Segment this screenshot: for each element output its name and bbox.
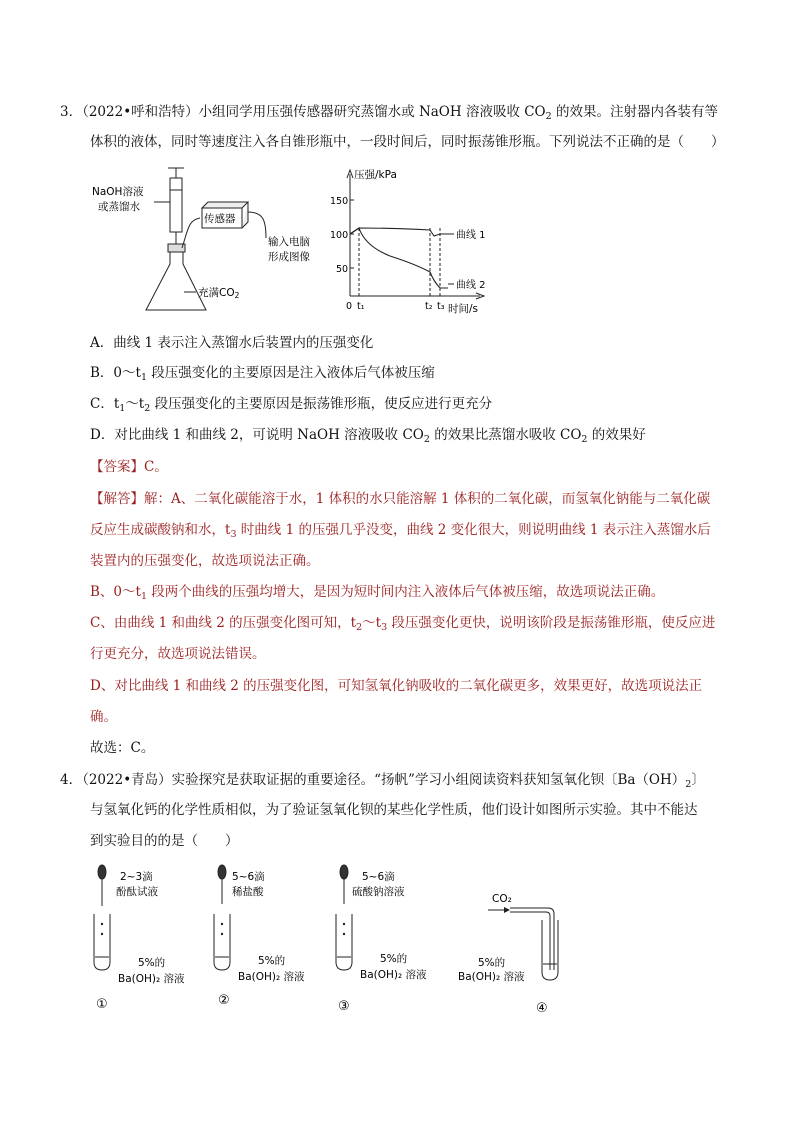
curve-1-line — [350, 228, 448, 236]
q3-option-a: A．曲线 1 表示注入蒸馏水后装置内的压强变化 — [90, 335, 374, 351]
x-tick-t1: t₁ — [357, 301, 365, 312]
computer-label-2: 形成图像 — [268, 251, 310, 263]
y-tick-50: 50 — [336, 264, 349, 275]
tube-4-concentration: 5%的 — [478, 957, 506, 969]
tube-1-drop-amount: 2~3滴 — [120, 871, 153, 883]
q3-explanation-2: 反应生成碳酸钠和水，$t_3$ 时曲线 1 的压强几乎没变，曲线 2 变化很大，则说明曲线 1 表示注入蒸馏水后 — [90, 522, 711, 540]
dropper-icon — [340, 865, 348, 904]
tube-4-gas-label: CO₂ — [492, 893, 512, 905]
q4-experiment-figure — [80, 860, 580, 1020]
computer-label-1: 输入电脑 — [268, 236, 310, 248]
tube-3-concentration: 5%的 — [380, 953, 408, 965]
tube-1-concentration: 5%的 — [138, 957, 166, 969]
curve-2-line — [350, 228, 448, 288]
q3-explanation-5: C、由曲线 1 和曲线 2 的压强变化图可知，$t_2\sim t_3$ 段压强变化更快，说明该阶段是振荡锥形瓶，使反应进 — [90, 615, 716, 633]
syringe-label-2: 或蒸馏水 — [98, 201, 140, 213]
q3-answer: 【答案】C。 — [90, 459, 168, 475]
tube-3-solution: Ba(OH)₂ 溶液 — [360, 969, 427, 981]
tube-1-solution: Ba(OH)₂ 溶液 — [118, 973, 185, 985]
q3-explanation-4: B、$0\sim t_1$ 段两个曲线的压强均增大，是因为短时间内注入液体后气体被压缩，故选项说法正确。 — [90, 584, 665, 602]
tube-3-number: ③ — [338, 999, 350, 1014]
experiment-1 — [94, 865, 185, 1012]
y-tick-100: 100 — [330, 230, 349, 241]
tube-2-number: ② — [218, 993, 230, 1008]
tube-1-number: ① — [96, 997, 108, 1012]
sensor-wire — [248, 212, 266, 238]
gas-delivery-tube — [510, 908, 554, 970]
q3-option-b: B．$0\sim t_1$ 段压强变化的主要原因是注入液体后气体被压缩 — [90, 365, 435, 383]
tube-1-reagent: 酚酞试液 — [116, 886, 158, 898]
q3-apparatus-figure — [88, 160, 328, 316]
dropper-icon — [218, 865, 226, 904]
test-tube — [94, 914, 110, 970]
x-tick-t2: t₂ — [425, 301, 433, 312]
q3-option-d: D．对比曲线 1 和曲线 2，可说明 NaOH 溶液吸收 $CO_2$ 的效果比蒸馏水吸收 $CO_2$ 的效果好 — [90, 427, 646, 445]
syringe — [168, 168, 184, 246]
experiment-4 — [458, 893, 558, 1016]
q3-explanation-8: 确。 — [90, 709, 117, 725]
test-tube — [336, 914, 352, 970]
q3-stem-line2: 体积的液体，同时等速度注入各自锥形瓶中，一段时间后，同时振荡锥形瓶。下列说法不正确的是（ ） — [90, 134, 725, 150]
q4-stem-line2: 与氢氧化钙的化学性质相似，为了验证氢氧化钡的某些化学性质，他们设计如图所示实验。其中不能达 — [90, 802, 698, 818]
test-tube — [214, 914, 230, 970]
q3-final-choice: 故选：C。 — [90, 740, 155, 756]
flask-label: 充满CO2 — [198, 287, 240, 300]
q3-explanation-7: D、对比曲线 1 和曲线 2 的压强变化图，可知氢氧化钠吸收的二氧化碳更多，效果更好，故选项说法正 — [90, 678, 703, 694]
tube-3-drop-amount: 5~6滴 — [362, 871, 395, 883]
experiment-2 — [214, 865, 305, 1008]
x-tick-t3: t₃ — [437, 301, 445, 312]
experiment-3 — [336, 865, 427, 1014]
q3-explanation-1: 【解答】解：A、二氧化碳能溶于水，1 体积的水只能溶解 1 体积的二氧化碳，而氢氧化钠能与二氧化碳 — [90, 491, 711, 507]
curve-2-label: 曲线 2 — [456, 280, 486, 291]
dropper-icon — [98, 865, 106, 906]
y-tick-150: 150 — [330, 196, 349, 207]
conical-flask — [146, 252, 206, 310]
q3-stem-line1: 3．（2022•呼和浩特）小组同学用压强传感器研究蒸馏水或 NaOH 溶液吸收 $CO_2$ 的效果。注射器内各装有等 — [60, 104, 718, 122]
q3-option-c: C．$t_1\sim t_2$ 段压强变化的主要原因是振荡锥形瓶，使反应进行更充分 — [90, 396, 493, 414]
curve-1-label: 曲线 1 — [456, 230, 486, 241]
q4-stem-line3: 到实验目的的是（ ） — [90, 833, 239, 849]
tube-2-solution: Ba(OH)₂ 溶液 — [238, 971, 305, 983]
q4-stem-line1: 4．（2022•青岛）实验探究是获取证据的重要途径。“扬帆”学习小组阅读资料获知氢氧化钡〔$Ba(OH)_2$〕 — [60, 772, 705, 790]
q3-explanation-6: 行更充分，故选项说法错误。 — [90, 646, 266, 662]
tube-2-reagent: 稀盐酸 — [232, 886, 264, 898]
tube-2-concentration: 5%的 — [258, 955, 286, 967]
q3-explanation-3: 装置内的压强变化，故选项说法正确。 — [90, 553, 320, 569]
tube-4-number: ④ — [536, 1001, 548, 1016]
tube-2-drop-amount: 5~6滴 — [232, 871, 265, 883]
tube-4-solution: Ba(OH)₂ 溶液 — [458, 971, 525, 983]
q3-pressure-graph — [330, 166, 500, 318]
x-tick-0: 0 — [346, 301, 353, 312]
sensor-label: 传感器 — [204, 213, 236, 225]
y-axis-label: 压强/kPa — [354, 169, 397, 181]
syringe-label-1: NaOH溶液 — [92, 186, 144, 198]
tube-3-reagent: 硫酸钠溶液 — [352, 886, 405, 898]
x-axis-label: 时间/s — [448, 303, 479, 315]
